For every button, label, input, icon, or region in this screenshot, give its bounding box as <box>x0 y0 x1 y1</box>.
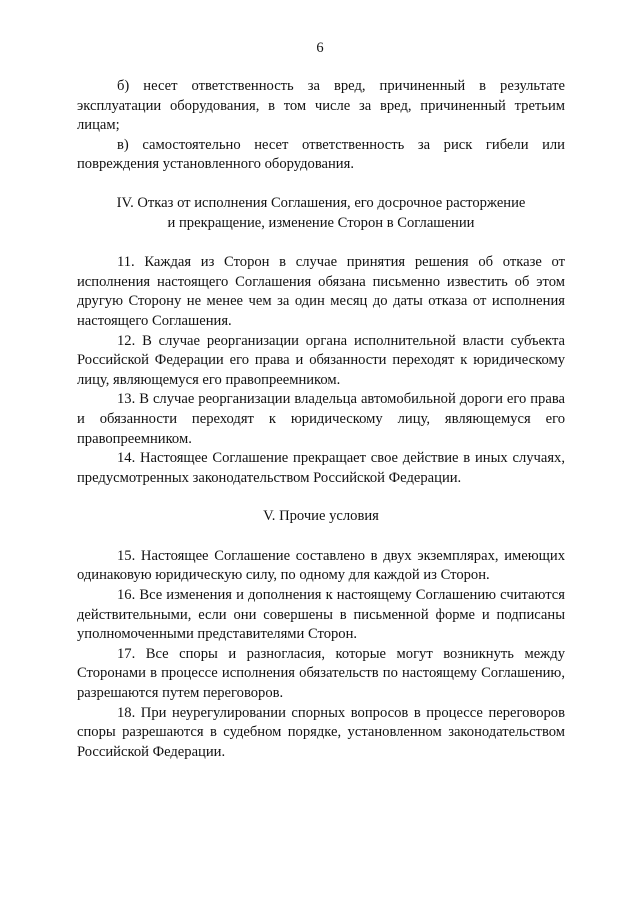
paragraph-16: 16. Все изменения и дополнения к настоящему Соглашению считаются действительными, если они совершены в письменной форме и подписаны уполномоченными представителями Сторон. <box>77 587 565 643</box>
paragraph-13: 13. В случае реорганизации владельца автомобильной дороги его права и обязанности переходят к юридическому лицу, являющемуся его правопреемником. <box>77 391 565 447</box>
paragraph-b: б) несет ответственность за вред, причиненный в результате эксплуатации оборудования, в том числе за вред, причиненный третьим лицам; <box>77 78 565 134</box>
paragraph-v: в) самостоятельно несет ответственность за риск гибели или повреждения установленного оборудования. <box>77 136 565 173</box>
section-4-heading-line-1: IV. Отказ от исполнения Соглашения, его досрочное расторжение <box>116 194 526 211</box>
paragraph-12: 12. В случае реорганизации органа исполнительной власти субъекта Российской Федерации его права и обязанности переходят к юридическому лицу, являющемуся его правопреемником. <box>77 332 565 388</box>
section-4-heading-line-2: и прекращение, изменение Сторон в Соглашении <box>167 214 475 231</box>
paragraph-14: 14. Настоящее Соглашение прекращает свое действие в иных случаях, предусмотренных законодательством Российской Федерации. <box>77 450 565 486</box>
document-body <box>77 77 565 762</box>
page-number: 6 <box>316 40 324 56</box>
paragraph-18: 18. При неурегулировании спорных вопросов в процессе переговоров споры разрешаются в судебном порядке, установленном законодательством Российской Федерации. <box>77 704 565 760</box>
paragraph-15: 15. Настоящее Соглашение составлено в двух экземплярах, имеющих одинаковую юридическую силу, по одному для каждой из Сторон. <box>77 547 565 584</box>
paragraph-17: 17. Все споры и разногласия, которые могут возникнуть между Сторонами в процессе исполнения обязательств по настоящему Соглашению, разрешаются путем переговоров. <box>77 645 565 702</box>
section-5-heading: V. Прочие условия <box>263 508 379 525</box>
paragraph-11: 11. Каждая из Сторон в случае принятия решения об отказе от исполнения настоящего Соглашения обязана письменно известить об этом другую Сторону не менее чем за один месяц до даты отказа от исполнения настоящего Соглашения. <box>77 254 565 329</box>
